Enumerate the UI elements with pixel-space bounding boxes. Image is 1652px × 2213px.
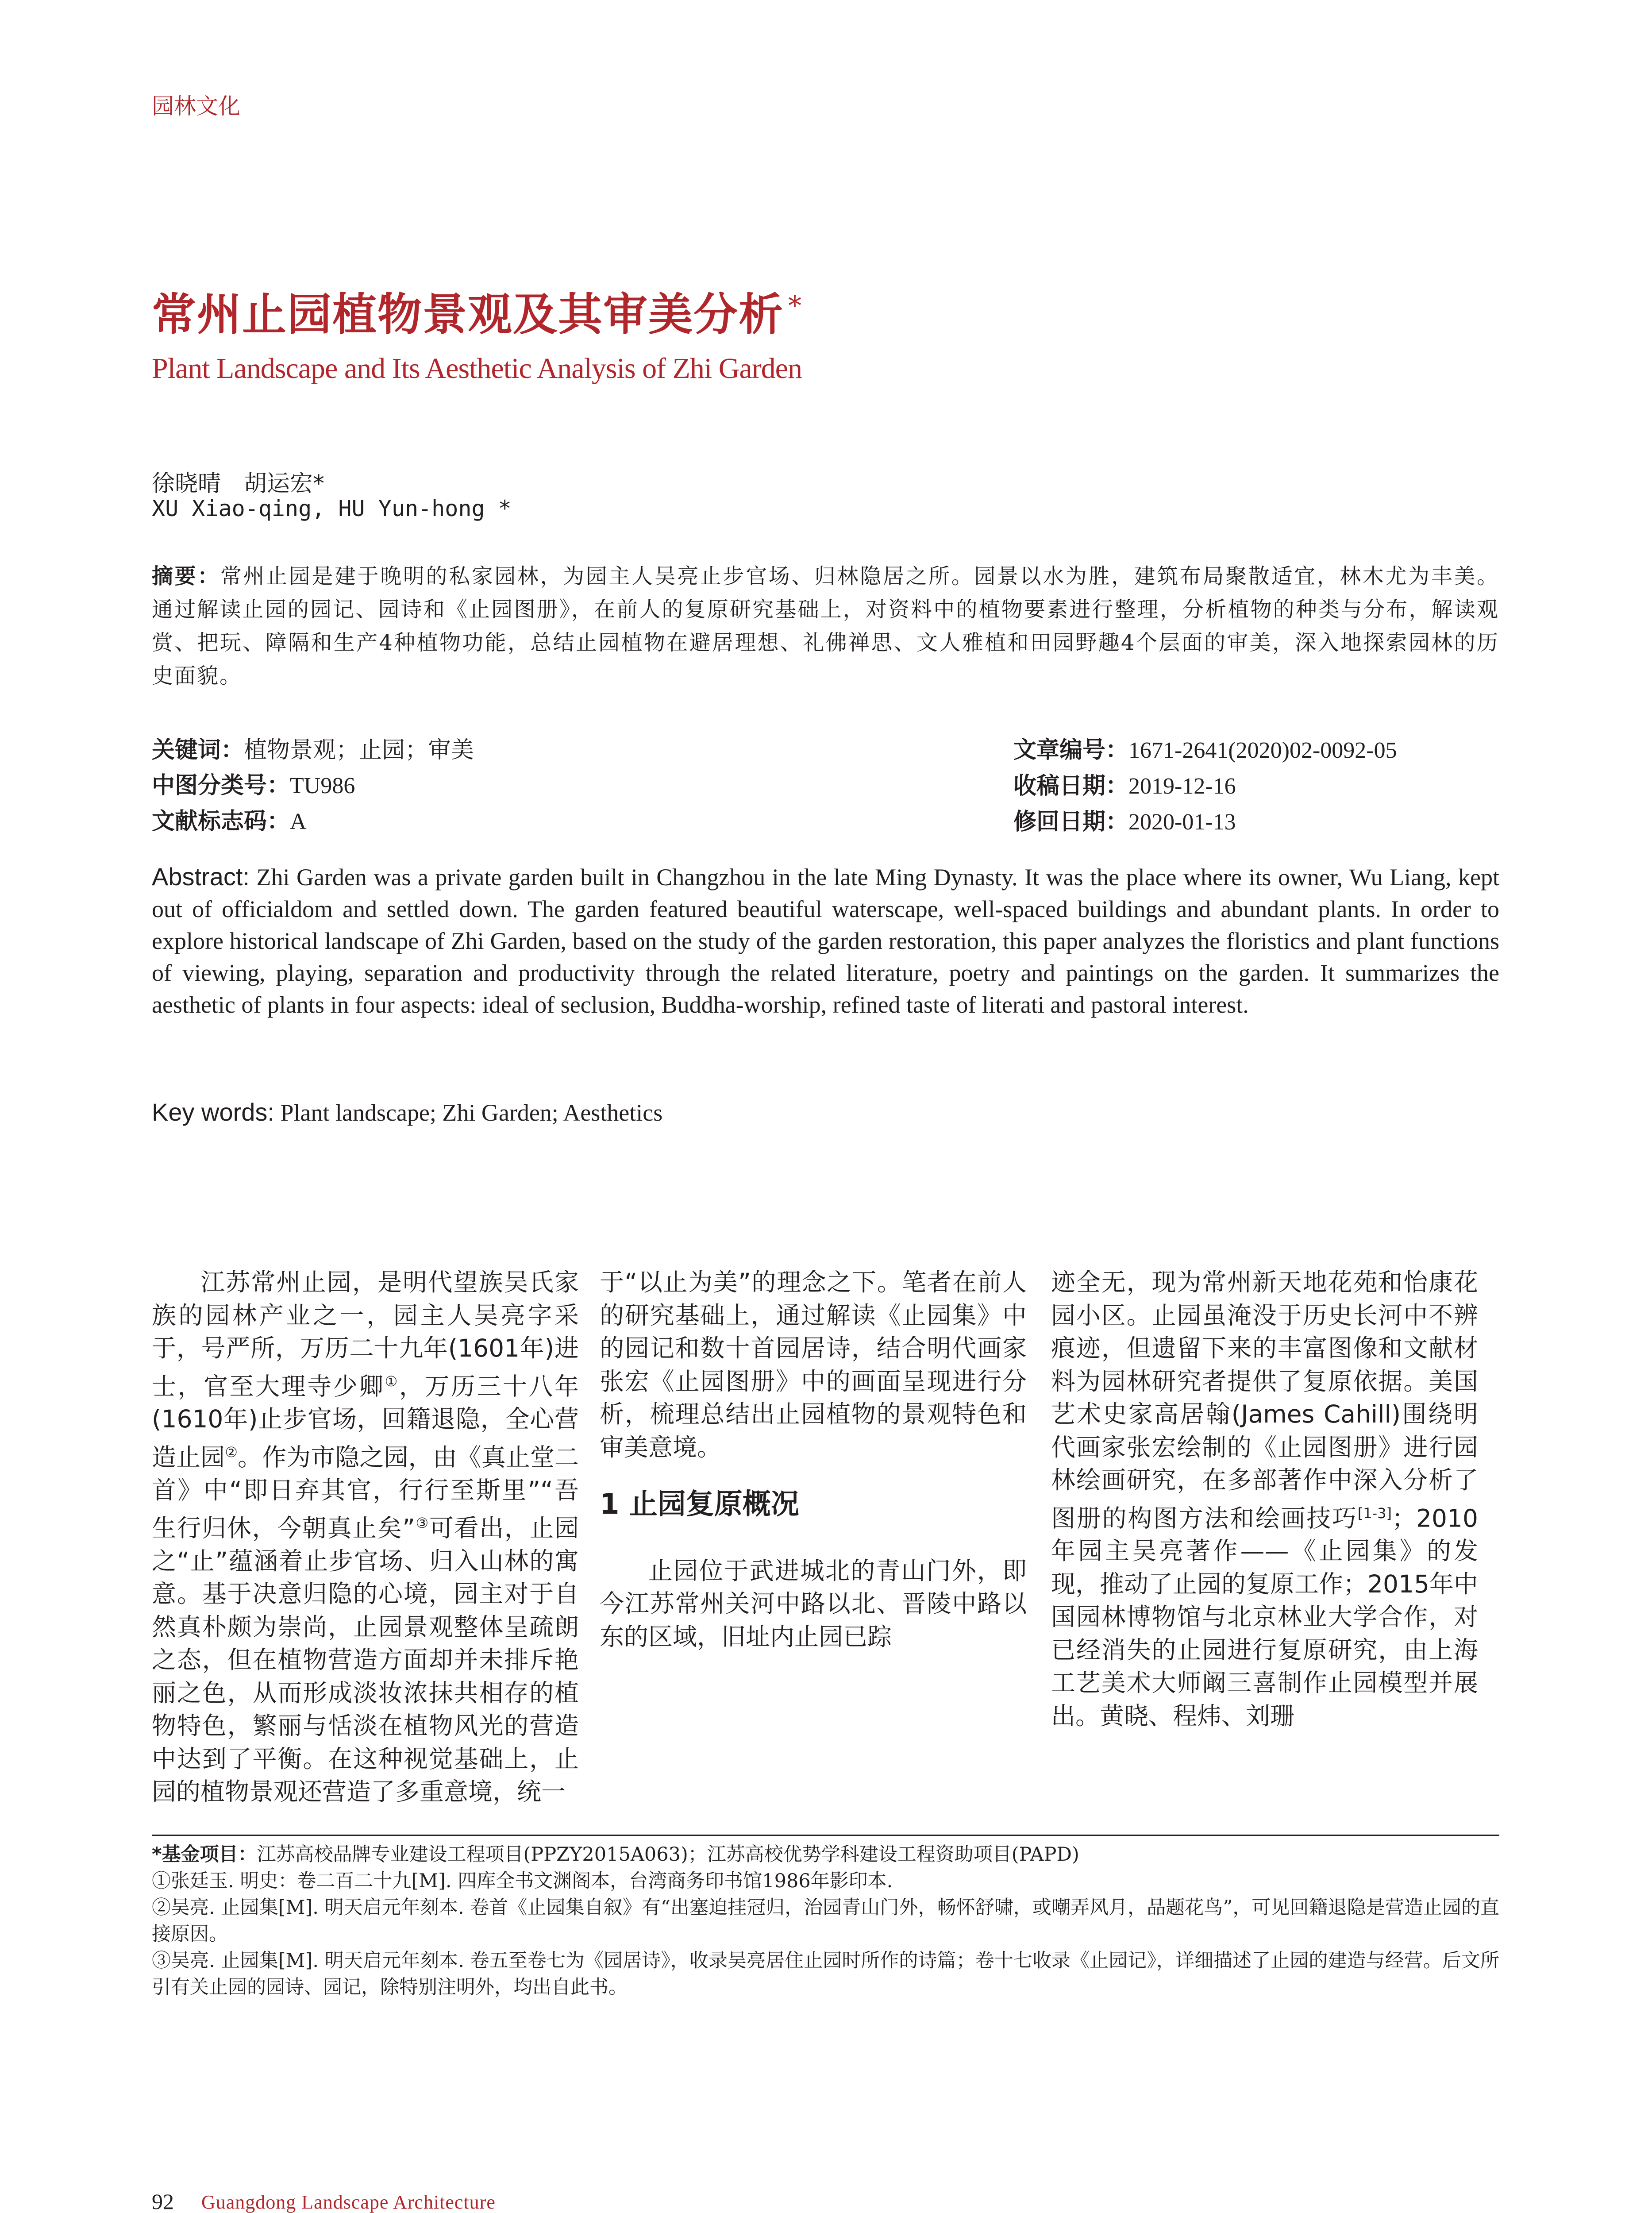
doc-code-row <box>152 804 474 840</box>
footnote-ref-1: ① <box>385 1373 399 1390</box>
body-text: 迹全无，现为常州新天地花苑和怡康花园小区。止园虽淹没于历史长河中不辨痕迹，但遗留下来的丰富图像和文献材料为园林研究者提供了复原依据。美国艺术史家高居翰(James Cahill)围绕明代画家张宏绘制的《止园图册》进行园林绘画研究，在多部著作中深入分析了图册的构图方法和绘画技巧 <box>1051 1268 1478 1532</box>
body-paragraph-2: 止园位于武进城北的青山门外，即今江苏常州关河中路以北、晋陵中路以东的区域，旧址内止园已踪 <box>600 1556 1027 1651</box>
doc-code-value: A <box>290 809 307 834</box>
body-paragraph-2-cont <box>1051 1266 1478 1732</box>
clc-value: TU986 <box>290 773 355 798</box>
body-text: 江苏常州止园，是明代望族吴氏家族的园林产业之一，园主人吴亮字采于，号严所，万历二十九年(1601年)进士，官至大理寺少卿 <box>152 1268 579 1400</box>
abstract-cn <box>152 560 1499 693</box>
body-column-2 <box>600 1266 1027 1653</box>
body-text: ；2010年园主吴亮著作——《止园集》的发现，推动了止园的复原工作；2015年中国园林博物馆与北京林业大学合作，对已经消失的止园进行复原研究，由上海工艺美术大师阚三喜制作止园模型并展出。黄晓、程炜、刘珊 <box>1051 1504 1478 1730</box>
footnote-1: ①张廷玉. 明史：卷二百二十九[M]. 四库全书文渊阁本，台湾商务印书馆1986年影印本. <box>152 1870 893 1892</box>
abstract-en-label: Abstract: <box>152 863 250 891</box>
clc-row <box>152 768 474 804</box>
footnote-ref-3: ③ <box>415 1515 429 1532</box>
received-value: 2019-12-16 <box>1128 774 1236 799</box>
keywords-row <box>152 733 474 768</box>
keywords-en-text: Plant landscape; Zhi Garden; Aesthetics <box>280 1099 663 1126</box>
footnote-ref-2: ② <box>225 1443 238 1461</box>
citation-ref: [1-3] <box>1357 1504 1392 1522</box>
title-cn-text: 常州止园植物景观及其审美分析 <box>152 288 784 340</box>
body-text: ，万历三十八年(1610年)止步官场，回籍退隐，全心营造止园 <box>152 1372 579 1472</box>
abstract-en-text: Zhi Garden was a private garden built in Changzhou in the late Ming Dynasty. It was the place where its owner, Wu Liang, kept out of officialdom and settled down. The garden featured beautiful waterscape, well-spaced buildings and abundant plants. In order to explore historical landscape of Zhi Garden, based on the study of the garden restoration, this paper analyzes the floristics and plant functions of viewing, playing, separation and productivity through the related literature, poetry and paintings on the garden. It summarizes the aesthetic of plants in four aspects: ideal of seclusion, Buddha-worship, refined taste of literati and pastoral interest. <box>152 864 1500 1018</box>
footnote-2: ②吴亮. 止园集[M]. 明天启元年刻本. 卷首《止园集自叙》有“出塞迫挂冠归，治园青山门外，畅怀舒啸，或嘲弄风月，品题花鸟”，可见回籍退隐是营造止园的直接原因。 <box>152 1897 1499 1945</box>
body-column-3 <box>1051 1266 1478 1732</box>
footnote-3: ③吴亮. 止园集[M]. 明天启元年刻本. 卷五至卷七为《园居诗》，收录吴亮居住止园时所作的诗篇；卷十七收录《止园记》，详细描述了止园的建造与经营。后文所引有关止园的园诗、园记，除特别注明外，均出自此书。 <box>152 1950 1499 1998</box>
keywords-label: 关键词： <box>152 737 244 763</box>
page-number: 92 <box>152 2189 174 2213</box>
footnote-rule <box>152 1835 1499 1836</box>
received-label: 收稿日期： <box>1013 773 1129 799</box>
fund-label: *基金项目： <box>152 1843 257 1866</box>
clc-label: 中图分类号： <box>152 772 290 799</box>
abstract-cn-text: 常州止园是建于晚明的私家园林，为园主人吴亮止步官场、归林隐居之所。园景以水为胜，建筑布局聚散适宜，林木尤为丰美。通过解读止园的园记、园诗和《止园图册》，在前人的复原研究基础上，对资料中的植物要素进行整理，分析植物的种类与分布，解读观赏、把玩、障隔和生产4种植物功能，总结止园植物在避居理想、礼佛禅思、文人雅植和田园野趣4个层面的审美，深入地探索园林的历史面貌。 <box>152 564 1499 688</box>
journal-name: Guangdong Landscape Architecture <box>201 2191 496 2213</box>
meta-right <box>1013 733 1397 840</box>
section-heading-1: 1 止园复原概况 <box>600 1488 799 1521</box>
received-row <box>1013 768 1397 804</box>
keywords-value: 植物景观；止园；审美 <box>244 737 474 763</box>
authors-en: XU Xiao-qing, HU Yun-hong * <box>152 496 512 521</box>
article-no-row <box>1013 733 1397 768</box>
keywords-en-label: Key words: <box>152 1098 274 1126</box>
article-no-label: 文章编号： <box>1013 737 1129 763</box>
body-paragraph-1-cont <box>600 1266 1027 1464</box>
abstract-en <box>152 861 1499 1021</box>
authors-cn: 徐晓晴 胡运宏* <box>152 470 325 497</box>
body-column-1 <box>152 1266 579 1808</box>
body-text: 。作为市隐之园，由《真止堂二首》中“即日弃其官，行行至斯里”“吾生行归休，今朝真止矣” <box>152 1443 579 1542</box>
revised-label: 修回日期： <box>1013 809 1129 835</box>
fund-text: 江苏高校品牌专业建设工程项目(PPZY2015A063)；江苏高校优势学科建设工程资助项目(PAPD) <box>257 1843 1079 1866</box>
revised-row <box>1013 804 1397 840</box>
body-paragraph-1 <box>152 1266 579 1808</box>
body-text: 于“以止为美”的理念之下。笔者在前人的研究基础上，通过解读《止园集》中的园记和数十首园居诗，结合明代画家张宏《止园图册》中的画面呈现进行分析，梳理总结出止园植物的景观特色和审美意境。 <box>600 1268 1027 1461</box>
title-cn <box>152 279 802 343</box>
doc-code-label: 文献标志码： <box>152 808 290 835</box>
footnote-fund <box>152 1841 1499 1868</box>
article-no-value: 1671-2641(2020)02-0092-05 <box>1128 738 1397 763</box>
revised-value: 2020-01-13 <box>1128 810 1236 835</box>
abstract-cn-label: 摘要： <box>152 564 220 589</box>
keywords-en <box>152 1098 662 1126</box>
footnotes <box>152 1841 1499 2001</box>
title-mark: * <box>788 290 802 321</box>
body-text: 可看出，止园之“止”蕴涵着止步官场、归入山林的寓意。基于决意归隐的心境，园主对于自然真朴颇为崇尚，止园景观整体呈疏朗之态，但在植物营造方面却并未排斥艳丽之色，从而形成淡妆浓抹共相存的植物特色，繁丽与恬淡在植物风光的营造中达到了平衡。在这种视觉基础上，止园的植物景观还营造了多重意境，统一 <box>152 1514 579 1806</box>
section-tag: 园林文化 <box>152 93 240 119</box>
title-en: Plant Landscape and Its Aesthetic Analysis of Zhi Garden <box>152 352 802 385</box>
meta-left <box>152 733 474 840</box>
